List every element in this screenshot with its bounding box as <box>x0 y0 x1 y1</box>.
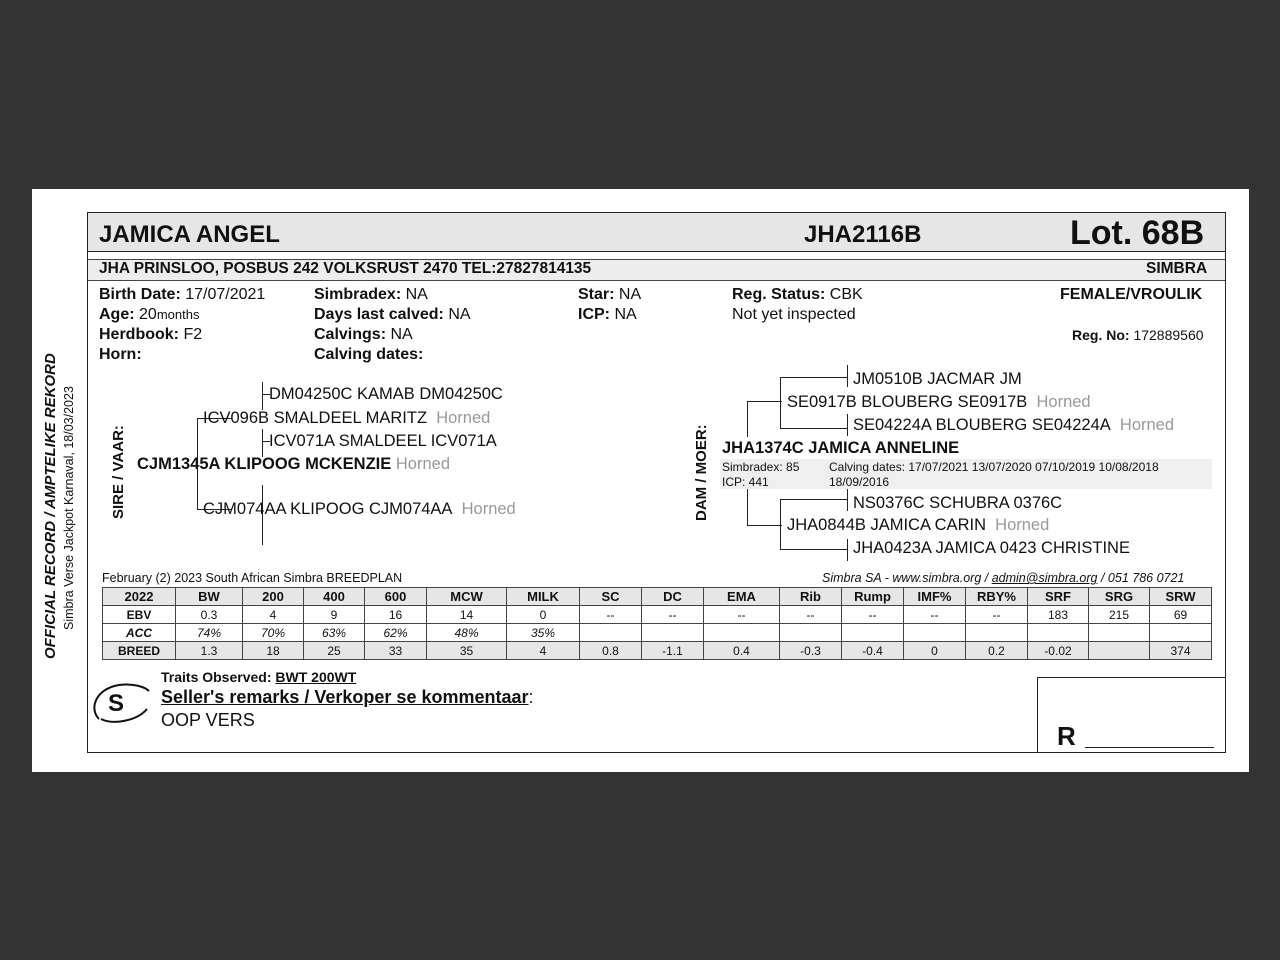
age: Age: 20months <box>99 306 200 323</box>
email-link[interactable]: admin@simbra.org <box>991 571 1098 585</box>
dam-label: DAM / MOER: <box>693 424 710 521</box>
sire-sire-dam: ICV071A SMALDEEL ICV071A <box>269 432 497 450</box>
simbradex: Simbradex: NA <box>314 286 428 303</box>
dam-sire-sire: JM0510B JACMAR JM <box>853 370 1022 388</box>
dam-name: JHA1374C JAMICA ANNELINE <box>722 439 960 457</box>
breedplan-caption: February (2) 2023 South African Simbra BREEDPLAN <box>102 571 403 585</box>
sire-sire-sire: DM04250C KAMAB DM04250C <box>269 385 503 403</box>
event-label: Simbra Verse Jackpot Karnaval, 18/03/2023 <box>62 386 76 630</box>
horn-label: Horn: <box>99 346 142 363</box>
logo-letter: S <box>108 690 125 717</box>
sex-label: FEMALE/VROULIK <box>1060 286 1203 303</box>
breed-row: BREED 1.3 18 25 33 35 4 0.8 -1.1 0.4 -0.3 -0.4 0 0.2 -0.02 374 <box>103 642 1212 660</box>
owner-info: JHA PRINSLOO, POSBUS 242 VOLKSRUST 2470 TEL:27827814135 <box>99 260 592 277</box>
sire-sire: ICV096B SMALDEEL MARITZ Horned <box>203 409 491 427</box>
calvings: Calvings: NA <box>314 326 413 343</box>
dam-calving-dates-2: 18/09/2016 <box>829 475 890 489</box>
animal-name: JAMICA ANGEL <box>99 221 280 248</box>
birth-date: Birth Date: 17/07/2021 <box>99 286 266 303</box>
dam-sire-dam: SE04224A BLOUBERG SE04224A Horned <box>853 416 1175 434</box>
remarks-text: OOP VERS <box>161 710 255 730</box>
days-last-calved: Days last calved: NA <box>314 306 471 323</box>
dam-dam: JHA0844B JAMICA CARIN Horned <box>787 516 1050 534</box>
dam-icp: ICP: 441 <box>722 475 769 489</box>
price-label: R <box>1057 721 1076 751</box>
registration-id: JHA2116B <box>804 221 922 248</box>
dam-calving-dates: Calving dates: 17/07/2021 13/07/2020 07/10/2019 10/08/2018 <box>829 460 1159 474</box>
dam-sire: SE0917B BLOUBERG SE0917B Horned <box>787 393 1091 411</box>
dam-simbradex: Simbradex: 85 <box>722 460 800 474</box>
star: Star: NA <box>578 286 642 303</box>
sire-label: SIRE / VAAR: <box>110 425 127 519</box>
icp: ICP: NA <box>578 306 637 323</box>
remarks-label: Seller's remarks / Verkoper se kommentaar: <box>161 687 534 707</box>
simbra-logo-icon <box>89 679 153 727</box>
sire-dam: CJM074AA KLIPOOG CJM074AA Horned <box>203 500 516 518</box>
ebv-table <box>102 587 1212 660</box>
inspection-status: Not yet inspected <box>732 306 856 323</box>
acc-row: ACC 74% 70% 63% 62% 48% 35% <box>103 624 1212 642</box>
price-input-line[interactable] <box>1085 747 1214 748</box>
breed-label: SIMBRA <box>1146 260 1208 277</box>
calving-dates-label: Calving dates: <box>314 346 424 363</box>
ebv-row: EBV 0.3 4 9 16 14 0 -- -- -- -- -- -- -- 183 215 69 <box>103 606 1212 624</box>
breedplan-contact: Simbra SA - www.simbra.org / admin@simbra.org / 051 786 0721 <box>822 571 1185 585</box>
lot-number: Lot. 68B <box>1070 214 1205 252</box>
official-record-label: OFFICIAL RECORD / AMPTELIKE REKORD <box>42 353 59 659</box>
herdbook: Herdbook: F2 <box>99 326 203 343</box>
lot-card <box>32 189 1249 772</box>
traits-observed: Traits Observed: BWT 200WT <box>161 669 357 685</box>
ebv-header-row: 2022 BW 200 400 600 MCW MILK SC DC EMA Rib Rump IMF% RBY% SRF SRG SRW <box>103 588 1212 606</box>
reg-number: Reg. No: 172889560 <box>1072 327 1204 343</box>
dam-dam-sire: NS0376C SCHUBRA 0376C <box>853 494 1063 512</box>
reg-status: Reg. Status: CBK <box>732 286 863 303</box>
sire-name: CJM1345A KLIPOOG MCKENZIE Horned <box>137 455 450 473</box>
dam-dam-dam: JHA0423A JAMICA 0423 CHRISTINE <box>853 539 1130 557</box>
